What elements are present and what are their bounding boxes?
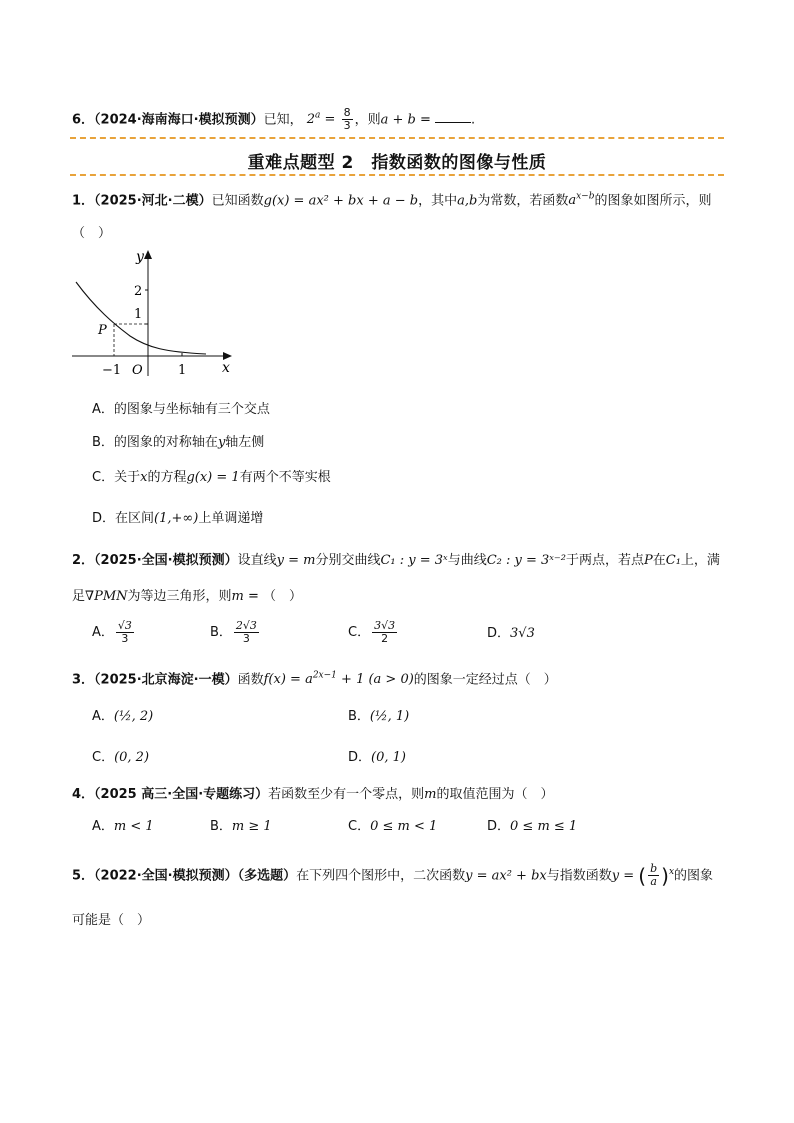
- option-text: 的图象与坐标轴有三个交点: [113, 402, 270, 417]
- question-source: （2025 高三·全国·专题练习）: [94, 787, 269, 802]
- option-label: D．: [487, 626, 511, 641]
- question-text: 的图象一定经过点（ ）: [413, 672, 557, 688]
- question-number: 1．: [72, 193, 95, 209]
- math-expression: m ≥ 1: [231, 819, 272, 834]
- fraction: $\frac{8}{3}$: [343, 106, 351, 133]
- math-expression: 3√3: [510, 626, 535, 641]
- y-axis-label: y: [136, 249, 144, 265]
- option-label: A．: [92, 709, 114, 724]
- option-label: A．: [92, 819, 114, 834]
- option-text: 在区间: [115, 511, 155, 526]
- math-expression: g(x) = 1: [186, 470, 240, 485]
- option-text: 上单调递增: [198, 511, 264, 526]
- math-var: C₁: [665, 553, 681, 568]
- option-a[interactable]: [92, 708, 153, 726]
- option-c[interactable]: [92, 749, 149, 767]
- math-expression: y =: [611, 868, 639, 884]
- tick-label-xm1: −1: [102, 363, 122, 378]
- fraction: $\frac{√3}{3}$: [117, 619, 132, 645]
- option-label: B．: [210, 819, 232, 834]
- question-number: 6．: [72, 112, 95, 128]
- option-label: C．: [92, 750, 115, 765]
- paren-left: (: [638, 863, 647, 888]
- math-var: y: [217, 435, 226, 450]
- question-text: 函数: [237, 672, 264, 688]
- option-label: D．: [487, 819, 511, 834]
- tick-label-y2: 2: [134, 284, 143, 299]
- math-expression: (½, 1): [369, 709, 410, 724]
- question-number: 5．: [72, 868, 95, 884]
- equals-sign: =: [415, 112, 436, 128]
- question-text: 在下列四个图形中，二次函数: [296, 868, 466, 884]
- option-c[interactable]: [348, 818, 437, 836]
- math-expression: $2^a$ =: [306, 111, 340, 128]
- math-expression: y = m: [276, 553, 316, 568]
- math-var: m: [424, 787, 437, 802]
- question-text: = （ ）: [243, 589, 303, 604]
- math-expression: m < 1: [113, 819, 154, 834]
- paren-right: ): [661, 863, 669, 888]
- option-a[interactable]: [92, 818, 154, 836]
- option-label: A．: [92, 625, 114, 640]
- question-text: ，其中: [418, 193, 458, 209]
- question-text: 若函数至少有一个零点，则: [268, 787, 425, 802]
- option-a[interactable]: [92, 620, 136, 645]
- divider-bottom: [70, 174, 724, 176]
- question-source: （2022·全国·模拟预测）（多选题）: [94, 868, 297, 884]
- origin-label: O: [132, 363, 143, 378]
- fraction: $\frac{3√3}{2}$: [374, 619, 396, 645]
- option-b[interactable]: [210, 818, 272, 836]
- math-expression: (1,+∞): [154, 511, 199, 526]
- tick-label-x1: 1: [178, 363, 187, 378]
- y-axis-arrow-icon: [144, 250, 152, 259]
- question-4: [72, 785, 554, 805]
- question-5-line2: 可能是（ ）: [72, 913, 151, 928]
- math-expression: 0 ≤ m < 1: [370, 819, 438, 834]
- question-2-line2: [72, 587, 302, 607]
- math-expression: (0, 1): [371, 750, 406, 765]
- fraction: $\frac{2√3}{3}$: [235, 619, 257, 645]
- question-text: 已知，: [263, 112, 303, 128]
- question-text: 足: [72, 589, 86, 604]
- question-text: 的取值范围为（ ）: [436, 787, 554, 802]
- option-label: C．: [348, 819, 371, 834]
- question-number: 2．: [72, 553, 95, 568]
- question-1: [72, 187, 712, 211]
- period: .: [471, 112, 476, 128]
- option-text: 的方程: [147, 470, 187, 485]
- option-d[interactable]: [92, 510, 263, 528]
- option-d[interactable]: [487, 818, 577, 836]
- fraction: $\frac{b}{a}$: [650, 862, 658, 889]
- math-expression: y = ax² + bx: [465, 868, 547, 884]
- section-title: 重难点题型 2 指数函数的图像与性质: [247, 153, 547, 173]
- option-label: A．: [92, 402, 114, 417]
- math-var: P: [643, 553, 653, 568]
- math-expression: a + b: [380, 112, 416, 128]
- math-expression: 0 ≤ m ≤ 1: [510, 819, 578, 834]
- question-text: 在: [652, 553, 666, 568]
- option-label: B．: [348, 709, 370, 724]
- option-c[interactable]: [348, 620, 399, 645]
- question-text: 为等边三角形，则: [127, 589, 232, 604]
- option-label: C．: [92, 470, 115, 485]
- option-c[interactable]: [92, 469, 331, 487]
- x-axis-label: x: [222, 360, 230, 376]
- question-3: [72, 666, 557, 690]
- question-text: 与指数函数: [546, 868, 612, 884]
- tick-label-y1: 1: [134, 307, 143, 322]
- option-text: 轴左侧: [225, 435, 265, 450]
- math-var: m: [231, 589, 244, 604]
- option-b[interactable]: [210, 620, 261, 645]
- option-a[interactable]: [92, 401, 270, 419]
- exponent: x: [668, 867, 675, 877]
- question-text: 分别交曲线: [315, 553, 381, 568]
- question-number: 3．: [72, 672, 95, 688]
- question-source: （2025·北京海淀·一模）: [94, 672, 238, 688]
- answer-paren: （ ）: [72, 226, 112, 241]
- option-label: B．: [210, 625, 232, 640]
- x-axis-arrow-icon: [223, 352, 232, 360]
- question-source: （2025·河北·二模）: [94, 193, 212, 209]
- math-expression: (½, 2): [113, 709, 154, 724]
- question-2: [72, 551, 720, 571]
- point-p-label: P: [98, 323, 107, 338]
- option-label: B．: [92, 435, 114, 450]
- math-expression: (0, 2): [114, 750, 150, 765]
- question-5: [72, 862, 713, 888]
- answer-blank[interactable]: [435, 110, 471, 123]
- question-text: 上，满: [680, 553, 720, 568]
- question-text: 已知函数: [211, 193, 264, 209]
- math-vars: a,b: [457, 193, 478, 209]
- question-text: 设直线: [237, 553, 277, 568]
- math-expression: ∇PMN: [85, 589, 128, 604]
- math-var: x: [140, 470, 148, 485]
- option-b[interactable]: [92, 434, 264, 452]
- option-label: D．: [348, 750, 372, 765]
- question-text: 于两点，若点: [565, 553, 644, 568]
- question-text: 与曲线: [447, 553, 487, 568]
- option-d[interactable]: [487, 625, 535, 643]
- question-text: 的图象如图所示，则: [594, 193, 712, 209]
- option-text: 有两个不等实根: [239, 470, 331, 485]
- math-expression: C₂ : y = 3ˣ⁻²: [486, 553, 566, 568]
- question-text: 为常数，若函数: [477, 193, 569, 209]
- question-source: （2025·全国·模拟预测）: [94, 553, 238, 568]
- option-label: D．: [92, 511, 116, 526]
- question-6: [72, 106, 475, 132]
- question-source: （2024·海南海口·模拟预测）: [94, 112, 264, 128]
- math-expression: C₁ : y = 3ˣ: [380, 553, 448, 568]
- question-text: ，则: [354, 112, 381, 128]
- question-text: 的图象: [674, 868, 714, 884]
- option-d[interactable]: [348, 749, 406, 767]
- math-expression: g(x) = ax² + bx + a − b: [263, 193, 419, 209]
- divider-top: [70, 137, 724, 139]
- math-expression: $f(x) = a^{2x-1} + 1$ (a > 0): [263, 671, 414, 688]
- math-expression: $a^{x-b}$: [568, 192, 595, 209]
- option-label: C．: [348, 625, 371, 640]
- option-text: 的图象的对称轴在: [113, 435, 218, 450]
- option-b[interactable]: [348, 708, 409, 726]
- option-text: 关于: [114, 470, 141, 485]
- question-number: 4．: [72, 787, 95, 802]
- exponential-graph: [66, 244, 246, 384]
